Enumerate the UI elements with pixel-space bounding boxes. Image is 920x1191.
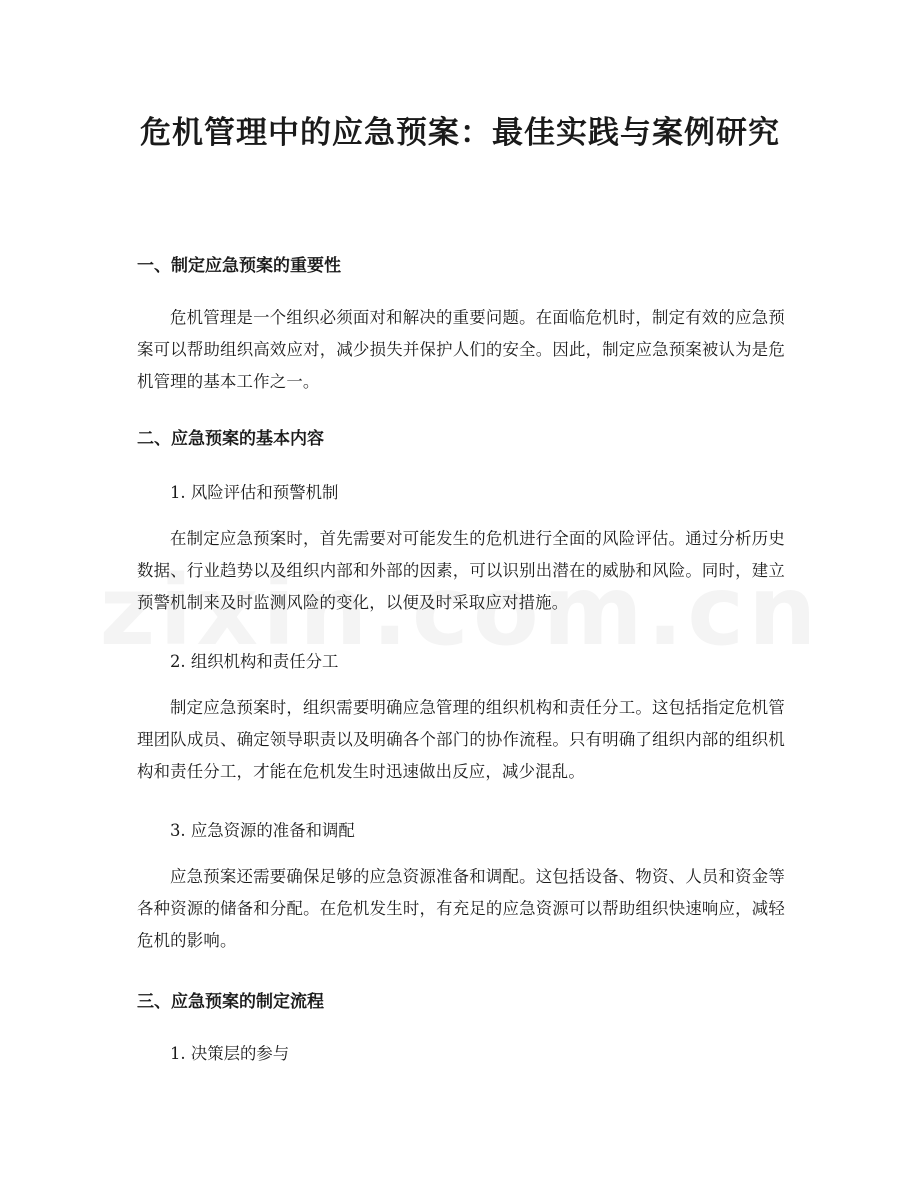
subheading-organization: 2. 组织机构和责任分工 bbox=[170, 652, 339, 671]
section-heading-3: 三、应急预案的制定流程 bbox=[137, 992, 324, 1012]
document-title: 危机管理中的应急预案：最佳实践与案例研究 bbox=[140, 115, 780, 151]
subheading-risk-assessment: 1. 风险评估和预警机制 bbox=[170, 483, 339, 502]
paragraph-importance: 危机管理是一个组织必须面对和解决的重要问题。在面临危机时，制定有效的应急预案可以帮助组织高效应对，减少损失并保护人们的安全。因此，制定应急预案被认为是危机管理的基本工作之一。 bbox=[137, 308, 785, 391]
section-heading-2: 二、应急预案的基本内容 bbox=[137, 429, 324, 449]
subheading-decision-level: 1. 决策层的参与 bbox=[170, 1044, 290, 1063]
section-heading-1: 一、制定应急预案的重要性 bbox=[137, 256, 341, 276]
paragraph-resources: 应急预案还需要确保足够的应急资源准备和调配。这包括设备、物资、人员和资金等各种资源的储备和分配。在危机发生时，有充足的应急资源可以帮助组织快速响应，减轻危机的影响。 bbox=[137, 867, 785, 950]
subheading-resources: 3. 应急资源的准备和调配 bbox=[170, 821, 355, 840]
paragraph-risk-assessment: 在制定应急预案时，首先需要对可能发生的危机进行全面的风险评估。通过分析历史数据、行业趋势以及组织内部和外部的因素，可以识别出潜在的威胁和风险。同时，建立预警机制来及时监测风险的变化，以便及时采取应对措施。 bbox=[137, 529, 785, 612]
paragraph-organization: 制定应急预案时，组织需要明确应急管理的组织机构和责任分工。这包括指定危机管理团队成员、确定领导职责以及明确各个部门的协作流程。只有明确了组织内部的组织机构和责任分工，才能在危机发生时迅速做出反应，减少混乱。 bbox=[137, 698, 785, 781]
